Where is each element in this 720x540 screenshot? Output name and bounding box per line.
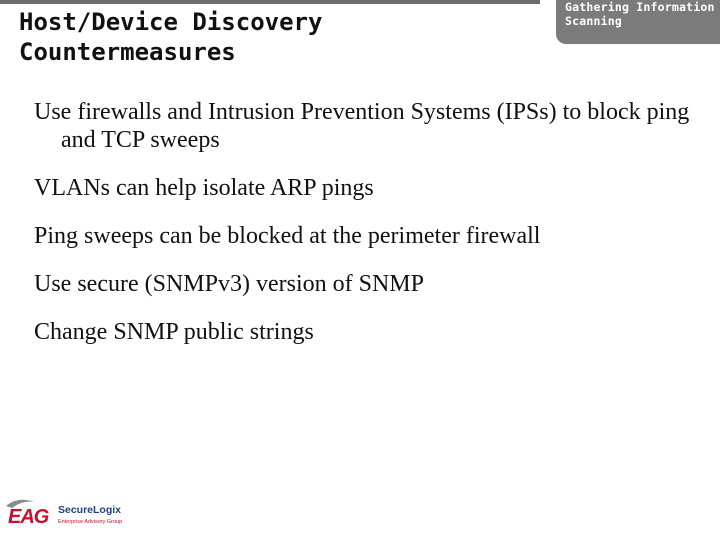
slide-title-line-1: Host/Device Discovery: [19, 8, 323, 36]
header-rule: [0, 0, 540, 4]
section-tab-line-2: Scanning: [565, 13, 622, 28]
section-tab: [556, 0, 720, 44]
bullet-item: VLANs can help isolate ARP pings: [34, 175, 374, 201]
company-logo: [4, 496, 134, 530]
slide-title: [19, 7, 322, 67]
section-tab-line-1: Gathering Information: [565, 0, 715, 14]
bullet-item: Use secure (SNMPv3) version of SNMP: [34, 271, 424, 297]
slide-title-line-2: Countermeasures: [19, 38, 236, 66]
bullet-item: Ping sweeps can be blocked at the perimeter firewall: [34, 223, 541, 249]
logo-brand-text: SecureLogix: [58, 504, 122, 516]
logo-mark-text: EAG: [8, 506, 49, 528]
logo-tagline: Enterprise Advisory Group: [58, 519, 123, 525]
bullet-item: Use firewalls and Intrusion Prevention Systems (IPSs) to block ping and TCP sweeps: [34, 99, 690, 153]
bullet-item: Change SNMP public strings: [34, 319, 314, 345]
bullet-list: [34, 98, 694, 366]
logo-graphic: [4, 496, 134, 530]
